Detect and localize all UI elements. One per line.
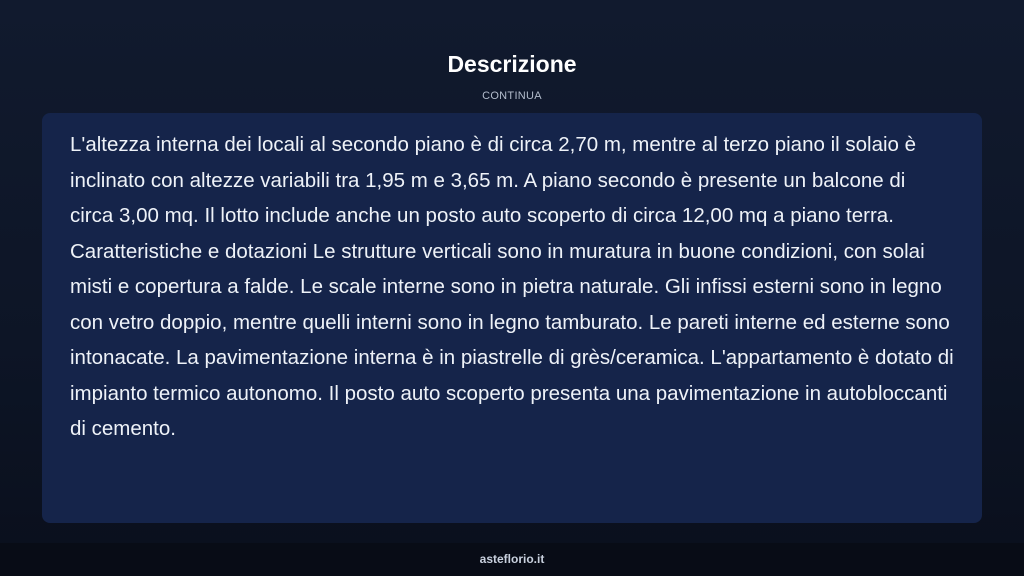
continue-link[interactable]: CONTINUA [482, 90, 542, 102]
page-title: Descrizione [447, 51, 577, 77]
description-text: L'altezza interna dei locali al secondo piano è di circa 2,70 m, mentre al terzo piano il solaio è inclinato con altezze variabili tra 1,95 m e 3,65 m. A piano secondo è presente un balcone di circa 3,00 mq. Il lotto include anche un posto auto scoperto di circa 12,00 mq a piano terra. Caratteristiche e dotazioni Le strutture verticali sono in muratura in buone condizioni, con solai misti e copertura a falde. Le scale interne sono in pietra naturale. Gli infissi esterni sono in legno con vetro doppio, mentre quelli interni sono in legno tamburato. Le pareti interne ed esterne sono intonacate. La pavimentazione interna è in piastrelle di grès/ceramica. L'appartamento è dotato di impianto termico autonomo. Il posto auto scoperto presenta una pavimentazione in autobloccanti di cemento. [70, 133, 954, 440]
footer-site-name: asteflorio.it [479, 552, 545, 566]
description-card [42, 113, 982, 523]
